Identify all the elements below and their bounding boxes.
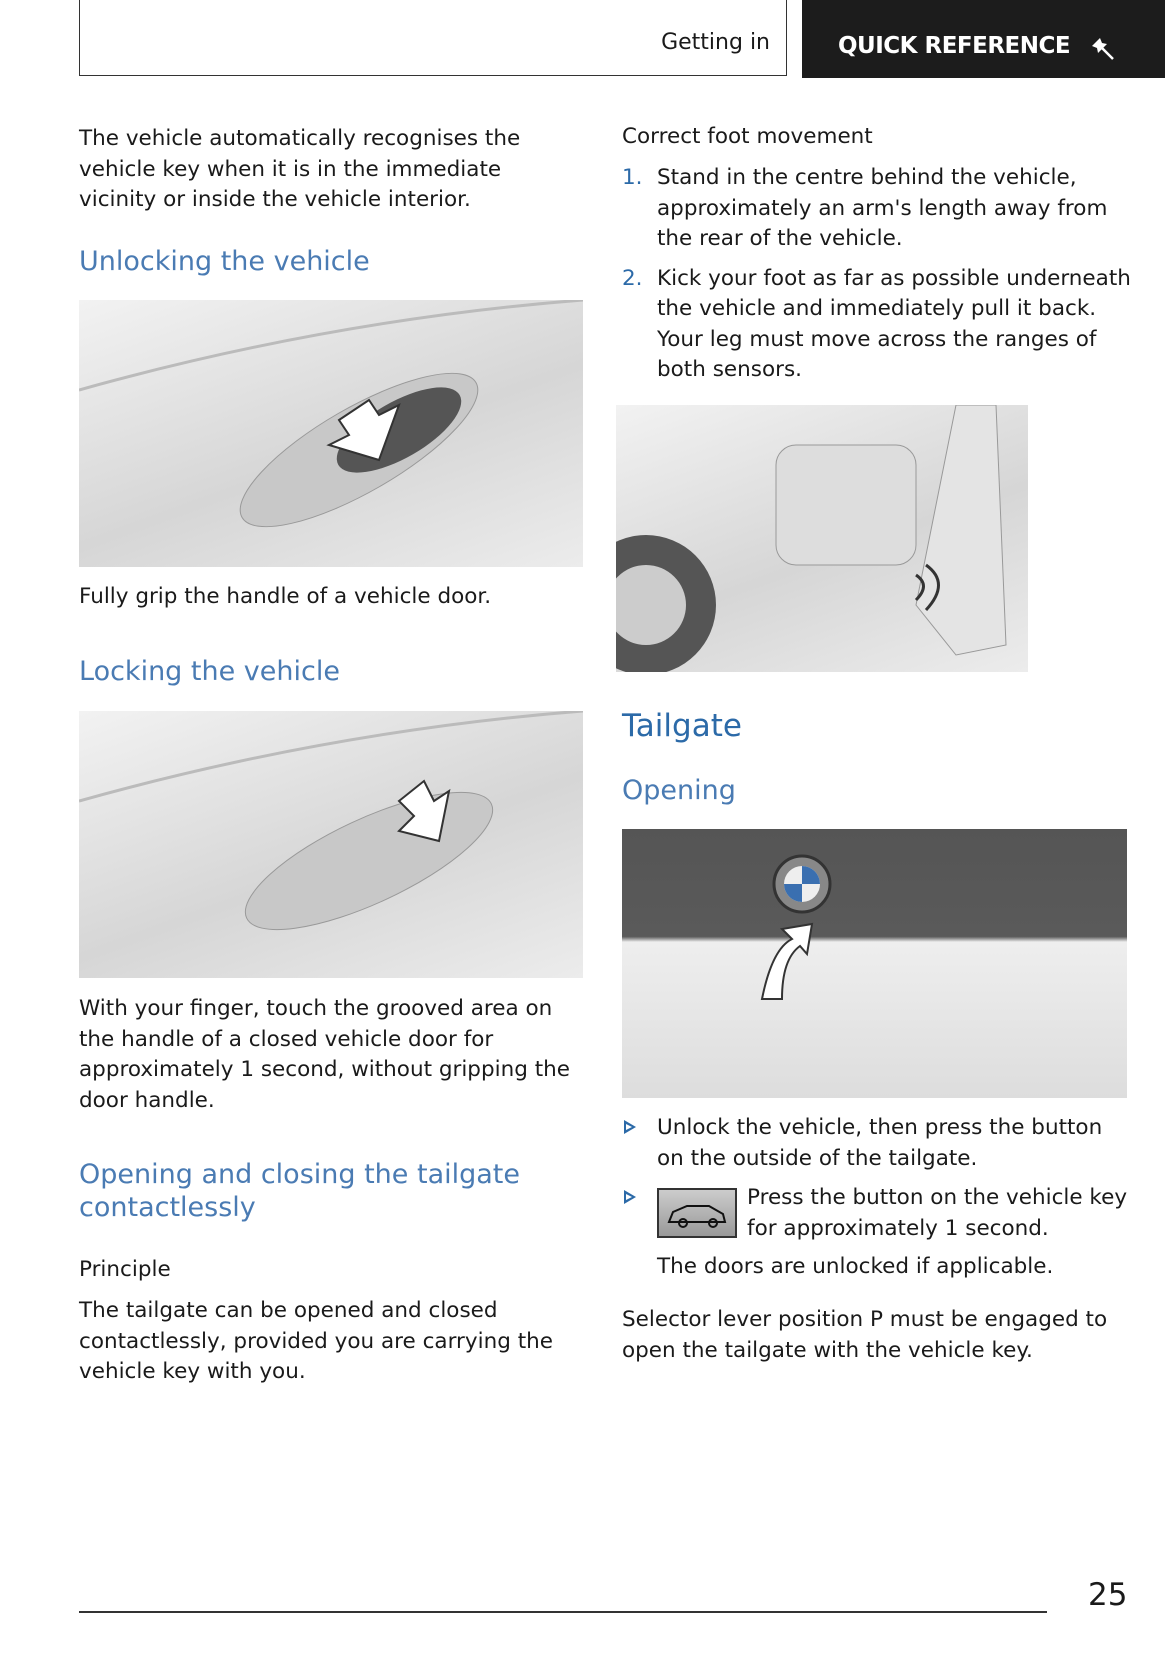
bullet-item [622,1113,1132,1174]
pin-icon [1088,34,1116,62]
door-handle-lock-image [79,711,583,978]
foot-steps-list [622,163,1132,395]
quick-reference-tab[interactable] [802,0,1165,78]
section-title: Getting in [661,30,770,55]
principle-text: The tailgate can be opened and closed contactlessly, provided you are carrying the vehicle key with you. [79,1298,553,1384]
quick-reference-label: QUICK REFERENCE [838,33,1071,59]
intro-text: The vehicle automatically recognises the vehicle key when it is in the immediate vicinity or inside the vehicle interior. [79,126,521,212]
locking-heading: Locking the vehicle [79,656,340,687]
tailgate-key-button-icon [657,1188,737,1238]
footer-rule [79,1611,1047,1613]
bullet-text: Press the button on the vehicle key for approximately 1 second. [747,1185,1128,1241]
bullet-item [622,1183,1132,1244]
locking-caption: With your finger, touch the grooved area on the handle of a closed vehicle door for approximately 1 second, without gripping the door handle. [79,996,570,1113]
opening-heading: Opening [622,775,736,806]
bullet-triangle-icon [624,1120,636,1134]
bullet-text: Unlock the vehicle, then press the button on the outside of the tailgate. [657,1115,1103,1171]
doors-note: The doors are unlocked if applicable. [657,1254,1054,1279]
foot-movement-heading: Correct foot movement [622,124,873,149]
door-handle-unlock-image [79,300,583,567]
step-text: Kick your foot as far as possible underneath the vehicle and immediately pull it back. Your leg must move across the ranges of both sensors. [657,265,1131,382]
unlocking-heading: Unlocking the vehicle [79,246,370,277]
step-text: Stand in the centre behind the vehicle, approximately an arm's length away from the rear of the vehicle. [657,165,1108,251]
tailgate-button-image [622,829,1127,1098]
principle-heading: Principle [79,1257,171,1282]
step-item [622,264,1132,386]
step-item [622,163,1132,255]
page-number: 25 [1088,1577,1128,1613]
selector-lever-text: Selector lever position P must be engaged to open the tailgate with the vehicle key. [622,1307,1108,1363]
bullet-triangle-icon [624,1190,636,1204]
foot-kick-image [616,405,1028,672]
tailgate-heading: Tailgate [622,708,742,744]
step-number: 1. [622,165,643,190]
unlocking-caption: Fully grip the handle of a vehicle door. [79,584,492,609]
opening-bullets [622,1113,1132,1283]
step-number: 2. [622,265,643,291]
contactless-heading: Opening and closing the tailgate contactlessly [79,1159,521,1223]
